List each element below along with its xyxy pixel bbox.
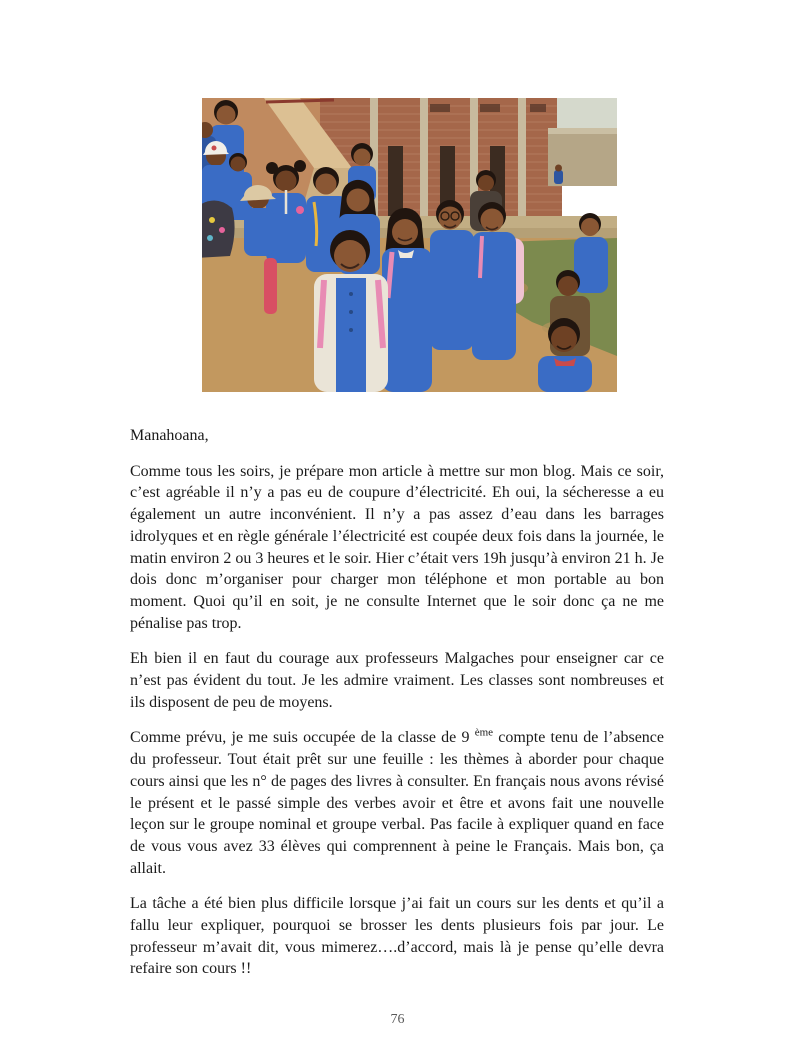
greeting: Manahoana,: [130, 427, 209, 444]
letter-body: [130, 425, 664, 994]
paragraph-teachers: Eh bien il en faut du courage aux professeurs Malgaches pour enseigner car ce n’est pas évident du tout. Je les admire vraiment. Les classes sont nombreuses et ils disposent de peu de moyens.: [130, 650, 664, 711]
paragraph-class-before: Comme prévu, je me suis occupée de la classe de 9: [130, 729, 475, 747]
photo-pink-pants: [264, 258, 277, 314]
photo-child-hat: [240, 185, 276, 256]
photo-sky-corner: [557, 98, 617, 132]
paragraph-electricity: Comme tous les soirs, je prépare mon article à mettre sur mon blog. Mais ce soir, c’est agréable il n’y a pas eu de coupure d’électricité. Eh oui, la sécheresse a eu également un autre inconvénient. Il n’y a pas assez d’eau dans les barrages idrolyques et en règle générale l’électricité est coupée deux fois dans la journée, le matin environ 2 ou 3 heures et le soir. Hier c’était vers 19h jusqu’à environ 21 h. Je dois donc m’organiser pour charger mon téléphone et mon portable au bon moment. Quoi qu’il en soit, je ne consulte Internet que le soir donc ça ne me pénalise pas trop.: [130, 462, 664, 632]
photo-distant-child: [554, 165, 563, 185]
photo-backpack-dark: [202, 200, 235, 258]
paragraph-teeth: La tâche a été bien plus difficile lorsque j’ai fait un cours sur les dents et qu’il a fallu leur expliquer, pourquoi se brosser les dents plusieurs fois par jour. Le professeur m’avait dit, vous mimerez….d’accord, mais là je pense qu’elle devra refaire son cours !!: [130, 895, 664, 978]
paragraph-class-after: compte tenu de l’absence du professeur. Tout était prêt sur une feuille : les thèmes à aborder pour chaque cours ainsi que les n° de pages des livres à consulter. En français nous avons révisé le présent et le passé simple des verbes avoir et être et avons fait une nouvelle leçon sur le groupe nominal et groupe verbal. Pas facile à expliquer quand en face de vous vous avez 33 élèves qui comprennent à peine le Français. Mais bon, ça allait.: [130, 729, 664, 877]
ordinal-superscript: ème: [474, 727, 494, 740]
photo-stair-rail: [266, 100, 334, 102]
page-number: 76: [390, 1012, 405, 1027]
class-photo-illustration: [202, 98, 617, 392]
paragraph-class: [130, 727, 664, 879]
class-photo: [202, 98, 617, 392]
